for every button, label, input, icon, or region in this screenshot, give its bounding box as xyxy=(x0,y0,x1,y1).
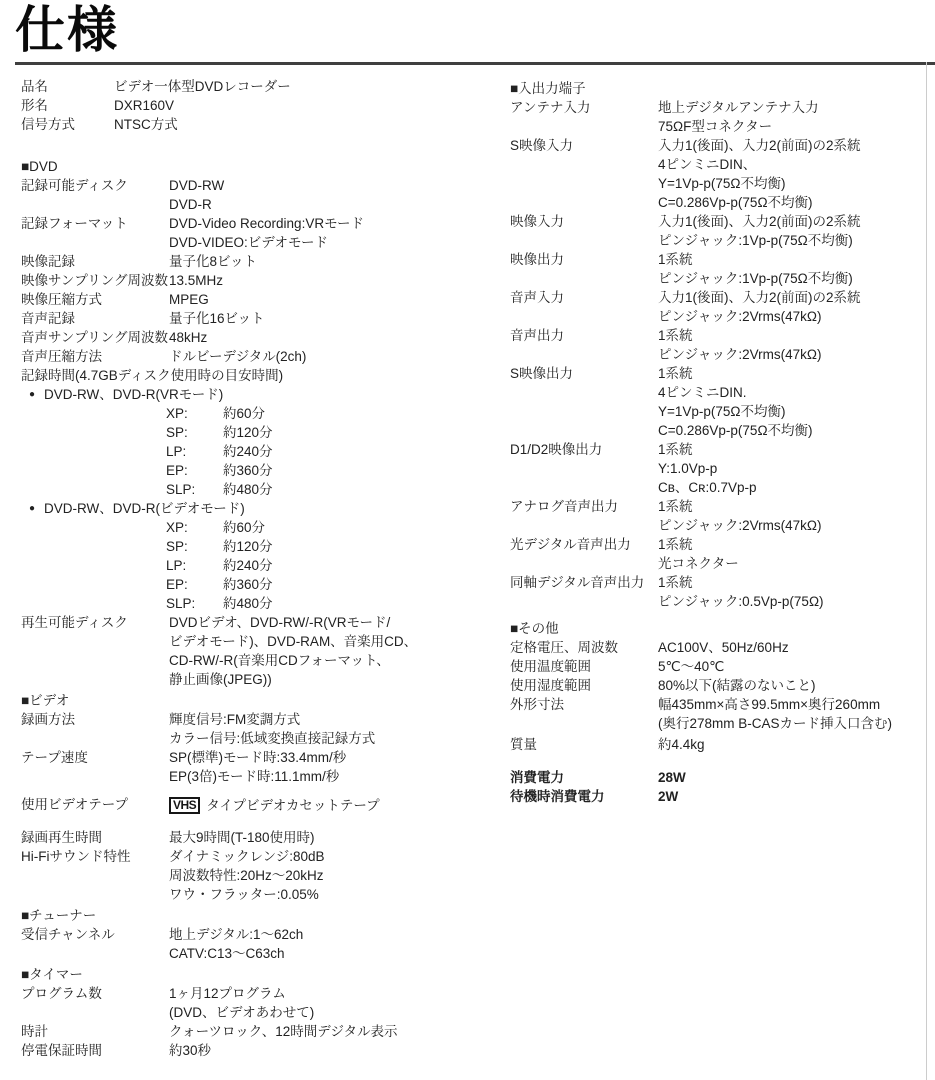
spec-value xyxy=(658,98,930,136)
spec-value-line: 2W xyxy=(658,789,679,804)
spec-row xyxy=(21,828,503,847)
spec-value-line: クォーツロック、12時間デジタル表示 xyxy=(169,1023,398,1039)
spec-value-line: ピンジャック:2Vrms(47kΩ) xyxy=(658,518,822,533)
spec-label: テープ速度 xyxy=(21,750,88,765)
spec-label: 同軸デジタル音声出力 xyxy=(510,575,645,590)
spec-row xyxy=(21,214,503,252)
spec-label: 記録フォーマット xyxy=(21,216,128,231)
spec-value-line: 最大9時間(T-180使用時) xyxy=(169,829,315,845)
spec-label: 記録可能ディスク xyxy=(21,178,128,193)
mode-label: SP: xyxy=(166,425,188,440)
recording-mode-row xyxy=(21,518,503,537)
bullet-label: DVD-RW、DVD-R(VRモード) xyxy=(44,387,224,402)
spec-value-line: SP(標準)モード時:33.4mm/秒 xyxy=(169,750,347,765)
spec-label: 待機時消費電力 xyxy=(510,789,605,804)
spec-label: S映像入力 xyxy=(510,138,574,153)
mode-value: 約120分 xyxy=(223,539,273,554)
spec-note: 記録時間(4.7GBディスク使用時の目安時間) xyxy=(21,368,284,383)
spec-row xyxy=(21,328,503,347)
vhs-logo: VHS xyxy=(169,797,200,814)
spacer xyxy=(21,134,503,155)
spec-value-line: ビデオ一体型DVDレコーダー xyxy=(114,79,291,94)
spec-label: 受信チャンネル xyxy=(21,926,115,942)
spec-value-line: DVD-VIDEO:ビデオモード xyxy=(169,235,328,250)
spec-value xyxy=(169,252,503,271)
spec-row xyxy=(510,250,930,288)
spec-value xyxy=(169,748,503,786)
spec-label: 品名 xyxy=(21,79,48,94)
spec-value-line: 1系統 xyxy=(658,499,693,514)
mode-label: EP: xyxy=(166,577,188,592)
spec-value xyxy=(658,695,930,733)
spec-value-line: CATV:C13〜C63ch xyxy=(169,945,285,961)
page-title: 仕様 xyxy=(15,2,119,58)
spec-row xyxy=(21,1041,503,1060)
spec-value xyxy=(169,710,503,748)
bullet-item xyxy=(21,499,503,518)
spec-value-line: 1系統 xyxy=(658,252,693,267)
spec-value-line: 地上デジタル:1〜62ch xyxy=(169,926,304,942)
section-header: ■タイマー xyxy=(21,966,83,982)
recording-mode-row xyxy=(21,404,503,423)
spec-label: 信号方式 xyxy=(21,117,75,132)
bullet-label: DVD-RW、DVD-R(ビデオモード) xyxy=(44,501,245,516)
spec-value-line: 4ピンミニDIN、 xyxy=(658,157,757,172)
spec-value-line: 75ΩF型コネクター xyxy=(658,119,773,134)
mode-label: XP: xyxy=(166,406,188,421)
spec-value-line: ピンジャック:1Vp-p(75Ω不均衡) xyxy=(658,271,853,286)
spec-value xyxy=(658,657,930,676)
recording-mode-row xyxy=(21,461,503,480)
spec-value xyxy=(114,115,503,134)
spec-value-text: タイプビデオカセットテープ xyxy=(206,797,380,813)
spec-label: アンテナ入力 xyxy=(510,100,591,115)
spec-label: 使用温度範囲 xyxy=(510,659,591,674)
spec-label: 音声サンプリング周波数 xyxy=(21,330,169,345)
mode-value: 約480分 xyxy=(223,596,273,611)
spec-value xyxy=(658,768,930,787)
spec-label: プログラム数 xyxy=(21,985,102,1001)
spec-value-line: Y=1Vp-p(75Ω不均衡) xyxy=(658,176,786,191)
spec-row xyxy=(510,638,930,657)
spec-value-line: 1系統 xyxy=(658,328,693,343)
spec-value-line: C=0.286Vp-p(75Ω不均衡) xyxy=(658,195,813,210)
spec-label: 音声出力 xyxy=(510,328,564,343)
spec-row xyxy=(21,290,503,309)
spacer xyxy=(510,611,930,617)
spec-value-line: 80%以下(結露のないこと) xyxy=(658,678,816,693)
spec-value-line: 約4.4kg xyxy=(658,737,705,752)
spec-value-line: C=0.286Vp-p(75Ω不均衡) xyxy=(658,423,813,438)
spec-value-line: ワウ・フラッター:0.05% xyxy=(169,886,319,902)
spec-row xyxy=(510,657,930,676)
spec-value xyxy=(658,288,930,326)
spec-row xyxy=(21,710,503,748)
spacer xyxy=(21,815,503,828)
spec-value xyxy=(658,364,930,440)
mode-value: 約360分 xyxy=(223,463,273,478)
spec-value xyxy=(169,925,503,963)
spec-value-line: ピンジャック:2Vrms(47kΩ) xyxy=(658,309,822,324)
spec-value-line: 1系統 xyxy=(658,575,693,590)
spec-row xyxy=(510,695,930,733)
mode-value: 約60分 xyxy=(223,406,266,421)
spec-row xyxy=(510,497,930,535)
spec-row xyxy=(510,440,930,497)
spec-value-line: ピンジャック:1Vp-p(75Ω不均衡) xyxy=(658,233,853,248)
spec-value xyxy=(169,309,503,328)
mode-label: LP: xyxy=(166,444,187,459)
spec-value xyxy=(658,676,930,695)
mode-label: SP: xyxy=(166,539,188,554)
spec-value-line xyxy=(169,795,503,815)
spec-value xyxy=(658,735,930,754)
spec-value-line: DVD-R xyxy=(169,197,212,212)
spec-value xyxy=(169,828,503,847)
spec-row xyxy=(21,984,503,1022)
spec-label: 映像記録 xyxy=(21,254,75,269)
spec-value xyxy=(658,326,930,364)
spec-value-line: 量子化8ビット xyxy=(169,254,257,269)
spec-value-line: 1系統 xyxy=(658,366,693,381)
spec-row xyxy=(510,676,930,695)
spec-value xyxy=(169,176,503,214)
spec-value-line: 量子化16ビット xyxy=(169,311,265,326)
spec-row xyxy=(21,1022,503,1041)
spec-label: 時計 xyxy=(21,1023,48,1039)
spec-row xyxy=(21,347,503,366)
section-header: ■ビデオ xyxy=(21,693,70,708)
spec-value-line: 周波数特性:20Hz〜20kHz xyxy=(169,867,324,883)
spec-row xyxy=(21,96,503,115)
recording-mode-row xyxy=(21,594,503,613)
spec-value-line: Y:1.0Vp-p xyxy=(658,461,718,476)
spec-row xyxy=(21,925,503,963)
spec-value-line: (DVD、ビデオあわせて) xyxy=(169,1004,315,1020)
section-header: ■チューナー xyxy=(21,907,97,923)
spec-value-line: 1系統 xyxy=(658,537,693,552)
spec-value-line: (奥行278mm B-CASカード挿入口含む) xyxy=(658,716,893,731)
spec-value xyxy=(658,212,930,250)
spec-value xyxy=(114,96,503,115)
spec-value xyxy=(169,214,503,252)
mode-value: 約240分 xyxy=(223,444,273,459)
spec-value-line: 1系統 xyxy=(658,442,693,457)
mode-value: 約120分 xyxy=(223,425,273,440)
spec-value xyxy=(169,271,503,290)
column-right xyxy=(510,77,930,806)
spec-value-line: Cʙ、Cʀ:0.7Vp-p xyxy=(658,480,757,495)
spec-row xyxy=(21,115,503,134)
spec-value xyxy=(658,136,930,212)
recording-mode-row xyxy=(21,537,503,556)
spec-label: 映像サンプリング周波数 xyxy=(21,273,169,288)
mode-value: 約360分 xyxy=(223,577,273,592)
spec-label: 定格電圧、周波数 xyxy=(510,640,618,655)
spec-row xyxy=(21,847,503,904)
spec-value-line: 48kHz xyxy=(169,330,208,345)
spec-value-line: EP(3倍)モード時:11.1mm/秒 xyxy=(169,769,340,784)
recording-mode-row xyxy=(21,423,503,442)
spec-row xyxy=(510,535,930,573)
spec-value xyxy=(169,1041,503,1060)
mode-label: SLP: xyxy=(166,482,196,497)
spec-row xyxy=(21,176,503,214)
spec-label: 音声記録 xyxy=(21,311,75,326)
spec-value-line: DVD-RW xyxy=(169,178,225,193)
spec-value-line: 地上デジタルアンテナ入力 xyxy=(658,100,819,115)
spec-value xyxy=(658,497,930,535)
spec-label: 消費電力 xyxy=(510,770,564,785)
spec-value-line: ダイナミックレンジ:80dB xyxy=(169,848,325,864)
spec-value-line: MPEG xyxy=(169,292,209,307)
spec-value xyxy=(169,613,503,689)
spec-value-line: 静止画像(JPEG)) xyxy=(169,672,272,687)
spec-label: 映像入力 xyxy=(510,214,564,229)
spec-value-line: AC100V、50Hz/60Hz xyxy=(658,640,789,655)
spec-value xyxy=(169,984,503,1022)
spec-label: 音声圧縮方法 xyxy=(21,349,102,364)
mode-label: LP: xyxy=(166,558,187,573)
spec-value-line: 輝度信号:FM変調方式 xyxy=(169,712,301,727)
spec-row xyxy=(510,573,930,611)
spec-label: S映像出力 xyxy=(510,366,574,381)
column-left xyxy=(21,77,503,1060)
recording-mode-row xyxy=(21,575,503,594)
spec-label: 再生可能ディスク xyxy=(21,615,128,630)
section-header: ■入出力端子 xyxy=(510,81,586,96)
mode-label: SLP: xyxy=(166,596,196,611)
spec-row xyxy=(510,364,930,440)
spec-label: 形名 xyxy=(21,98,48,113)
spec-value-line: Y=1Vp-p(75Ω不均衡) xyxy=(658,404,786,419)
spec-value-line: ピンジャック:0.5Vp-p(75Ω) xyxy=(658,594,824,609)
spec-value xyxy=(658,440,930,497)
spec-value xyxy=(658,535,930,573)
bullet-item xyxy=(21,385,503,404)
spec-label: 使用湿度範囲 xyxy=(510,678,591,693)
spec-value xyxy=(658,573,930,611)
spec-value xyxy=(169,795,503,815)
spec-row xyxy=(21,271,503,290)
spec-row xyxy=(510,136,930,212)
spec-label: Hi-Fiサウンド特性 xyxy=(21,848,131,864)
spec-row xyxy=(510,212,930,250)
recording-mode-row xyxy=(21,480,503,499)
spec-value xyxy=(169,847,503,904)
spacer xyxy=(510,754,930,768)
spec-value-line: ビデオモード)、DVD-RAM、音楽用CD、 xyxy=(169,634,418,649)
mode-value: 約480分 xyxy=(223,482,273,497)
spec-label: アナログ音声出力 xyxy=(510,499,618,514)
mode-label: XP: xyxy=(166,520,188,535)
spec-row xyxy=(21,309,503,328)
spec-row xyxy=(21,252,503,271)
spec-label: 停電保証時間 xyxy=(21,1042,102,1058)
spec-label: 録画再生時間 xyxy=(21,829,102,845)
spec-value-line: NTSC方式 xyxy=(114,117,178,132)
spacer xyxy=(21,786,503,795)
spec-value-line: 入力1(後面)、入力2(前面)の2系統 xyxy=(658,290,861,305)
spec-label: 音声入力 xyxy=(510,290,564,305)
spec-row xyxy=(510,288,930,326)
bullet-icon: ● xyxy=(29,503,36,514)
spec-label: 外形寸法 xyxy=(510,697,564,712)
spec-row xyxy=(21,795,503,815)
title-rule xyxy=(15,62,935,65)
recording-mode-row xyxy=(21,442,503,461)
mode-label: EP: xyxy=(166,463,188,478)
spec-row xyxy=(21,613,503,689)
spec-value-line: DVD-Video Recording:VRモード xyxy=(169,216,365,231)
section-header: ■その他 xyxy=(510,621,559,636)
spec-row xyxy=(510,326,930,364)
spec-value-line: CD-RW/-R(音楽用CDフォーマット、 xyxy=(169,653,390,668)
spec-value xyxy=(169,1022,503,1041)
spec-value-line: 1ヶ月12プログラム xyxy=(169,985,286,1001)
spec-value-line: 光コネクター xyxy=(658,556,739,571)
spec-label: D1/D2映像出力 xyxy=(510,442,603,457)
spec-value-line: ドルビーデジタル(2ch) xyxy=(169,349,307,364)
spec-value-line: DVDビデオ、DVD-RW/-R(VRモード/ xyxy=(169,615,391,630)
spec-value-line: カラー信号:低域変換直接記録方式 xyxy=(169,731,376,746)
spec-label: 映像圧縮方式 xyxy=(21,292,102,307)
spec-value-line: 入力1(後面)、入力2(前面)の2系統 xyxy=(658,138,861,153)
section-header: ■DVD xyxy=(21,159,58,174)
spec-value-line: 幅435mm×高さ99.5mm×奥行260mm xyxy=(658,697,881,712)
spec-label: 光デジタル音声出力 xyxy=(510,537,631,552)
spec-row xyxy=(510,787,930,806)
spec-value-line: DXR160V xyxy=(114,98,175,113)
spec-value-line: 約30秒 xyxy=(169,1042,212,1058)
recording-mode-row xyxy=(21,556,503,575)
spec-value-line: 4ピンミニDIN. xyxy=(658,385,747,400)
spec-value-line: 13.5MHz xyxy=(169,273,224,288)
spec-value xyxy=(169,347,503,366)
bullet-icon: ● xyxy=(29,389,36,400)
spec-value xyxy=(658,638,930,657)
spec-label: 録画方法 xyxy=(21,712,75,727)
spec-row xyxy=(510,768,930,787)
spec-value xyxy=(169,328,503,347)
spec-row xyxy=(510,98,930,136)
mode-value: 約60分 xyxy=(223,520,266,535)
spec-label: 質量 xyxy=(510,737,537,752)
spec-value-line: 入力1(後面)、入力2(前面)の2系統 xyxy=(658,214,861,229)
spec-value xyxy=(658,787,930,806)
spec-row xyxy=(510,735,930,754)
spec-value-line: ピンジャック:2Vrms(47kΩ) xyxy=(658,347,822,362)
spec-value-line: 5℃〜40℃ xyxy=(658,659,725,674)
spec-value xyxy=(658,250,930,288)
spec-value xyxy=(169,290,503,309)
spec-row xyxy=(21,748,503,786)
spec-value xyxy=(114,77,503,96)
mode-value: 約240分 xyxy=(223,558,273,573)
spec-label: 使用ビデオテープ xyxy=(21,797,129,812)
spec-value-line: 28W xyxy=(658,770,686,785)
spec-label: 映像出力 xyxy=(510,252,564,267)
spec-row xyxy=(21,77,503,96)
